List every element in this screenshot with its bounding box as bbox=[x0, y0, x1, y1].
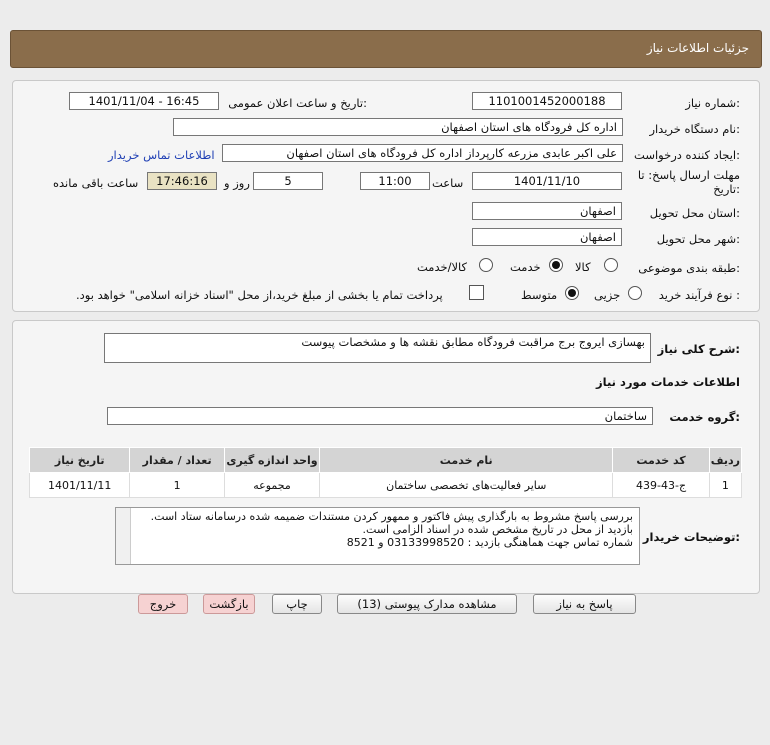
col-date: تاریخ نیاز bbox=[30, 448, 130, 473]
buyer-org-label: نام دستگاه خریدار: bbox=[649, 122, 740, 136]
summary-field: بهسازی ایروج برج مراقبت فرودگاه مطابق نقشه ها و مشخصات پیوست bbox=[104, 333, 651, 363]
print-button[interactable]: چاپ bbox=[272, 594, 322, 614]
cell-row: 1 bbox=[709, 473, 741, 498]
process-medium-radio[interactable] bbox=[565, 286, 579, 300]
cell-unit: مجموعه bbox=[224, 473, 319, 498]
buyer-contact-link[interactable]: اطلاعات تماس خریدار bbox=[108, 148, 215, 162]
treasury-payment-checkbox[interactable] bbox=[469, 285, 484, 300]
deadline-date-field: 1401/11/10 bbox=[472, 172, 622, 190]
process-minor-label: جزیی bbox=[594, 288, 621, 302]
service-group-label: گروه خدمت: bbox=[669, 410, 740, 424]
category-goods-service-radio[interactable] bbox=[479, 258, 493, 272]
notes-line: شماره تماس جهت هماهنگی بازدید : 03133998520 و 8521 bbox=[346, 536, 633, 549]
remaining-label: ساعت باقی مانده bbox=[53, 176, 139, 190]
announce-field: 1401/11/04 - 16:45 bbox=[69, 92, 219, 110]
table-row bbox=[30, 473, 742, 498]
notes-line: بازدید از محل در تاریخ مشخص شده در اسناد الزامی است. bbox=[362, 523, 633, 536]
back-button[interactable]: بازگشت bbox=[203, 594, 255, 614]
col-unit: واحد اندازه گیری bbox=[224, 448, 319, 473]
cell-service-code: ج-43-439 bbox=[613, 473, 709, 498]
requester-label: ایجاد کننده درخواست: bbox=[634, 148, 740, 162]
requester-field: علی اکبر عابدی مزرعه کارپرداز اداره کل فرودگاه های استان اصفهان bbox=[222, 144, 623, 162]
col-service-code: کد خدمت bbox=[613, 448, 709, 473]
deadline-time-field: 11:00 bbox=[360, 172, 430, 190]
notes-label: توضیحات خریدار: bbox=[642, 530, 740, 544]
days-field: 5 bbox=[253, 172, 323, 190]
days-label: روز و bbox=[224, 176, 250, 190]
process-medium-label: متوسط bbox=[521, 288, 558, 302]
need-number-label: شماره نیاز: bbox=[685, 96, 740, 110]
category-service-label: خدمت bbox=[510, 260, 541, 274]
cell-quantity: 1 bbox=[130, 473, 225, 498]
need-details-panel bbox=[12, 80, 760, 312]
services-table bbox=[29, 447, 742, 498]
col-service-name: نام خدمت bbox=[320, 448, 613, 473]
city-label: شهر محل تحویل: bbox=[656, 232, 740, 246]
announce-label: تاریخ و ساعت اعلان عمومی: bbox=[228, 96, 367, 110]
remaining-time-field: 17:46:16 bbox=[147, 172, 217, 190]
col-row: ردیف bbox=[709, 448, 741, 473]
cell-service-name: سایر فعالیت‌های تخصصی ساختمان bbox=[320, 473, 613, 498]
page-title: جزئیات اطلاعات نیاز bbox=[646, 41, 749, 55]
reply-button[interactable]: پاسخ به نیاز bbox=[533, 594, 636, 614]
category-goods-service-label: کالا/خدمت bbox=[417, 260, 468, 274]
category-label: طبقه بندی موضوعی: bbox=[638, 261, 740, 275]
buyer-org-field: اداره کل فرودگاه های استان اصفهان bbox=[173, 118, 623, 136]
city-field: اصفهان bbox=[472, 228, 622, 246]
summary-label: شرح کلی نیاز: bbox=[657, 342, 740, 356]
treasury-payment-note: پرداخت تمام یا بخشی از مبلغ خرید،از محل "اسناد خزانه اسلامی" خواهد بود. bbox=[76, 288, 443, 302]
deadline-time-label: ساعت bbox=[432, 176, 464, 190]
view-attachments-button[interactable]: مشاهده مدارک پیوستی (13) bbox=[337, 594, 517, 614]
cell-date: 1401/11/11 bbox=[30, 473, 130, 498]
notes-line: بررسی پاسخ مشروط به بارگذاری پیش فاکتور و ممهور کردن مستندات ضمیمه شده درسامانه ستاد است. bbox=[150, 510, 633, 523]
need-number-field: 1101001452000188 bbox=[472, 92, 622, 110]
service-group-field: ساختمان bbox=[107, 407, 653, 425]
exit-button[interactable]: خروج bbox=[138, 594, 188, 614]
notes-scrollbar[interactable] bbox=[116, 508, 131, 564]
services-section-title: اطلاعات خدمات مورد نیاز bbox=[596, 375, 740, 389]
process-label: نوع فرآیند خرید : bbox=[658, 288, 740, 302]
category-goods-label: کالا bbox=[575, 260, 591, 274]
province-field: اصفهان bbox=[472, 202, 622, 220]
buyer-notes-box bbox=[115, 507, 640, 565]
deadline-label: مهلت ارسال پاسخ: تا تاریخ: bbox=[637, 168, 740, 196]
col-quantity: تعداد / مقدار bbox=[130, 448, 225, 473]
province-label: استان محل تحویل: bbox=[649, 206, 740, 220]
category-service-radio[interactable] bbox=[549, 258, 563, 272]
page-header bbox=[10, 30, 762, 68]
category-goods-radio[interactable] bbox=[604, 258, 618, 272]
process-minor-radio[interactable] bbox=[628, 286, 642, 300]
